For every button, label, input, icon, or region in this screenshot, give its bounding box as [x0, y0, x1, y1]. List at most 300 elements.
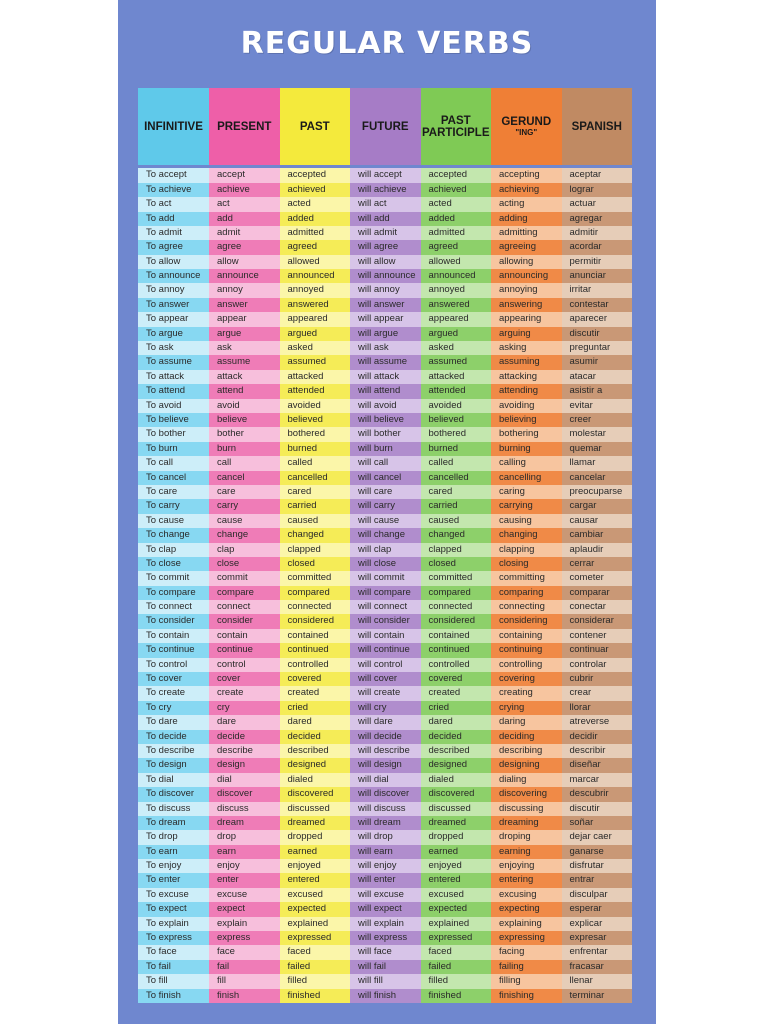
table-cell: accepted: [280, 168, 351, 182]
table-cell: To design: [138, 758, 209, 772]
table-cell: compare: [209, 586, 280, 600]
table-cell: dared: [421, 715, 492, 729]
table-cell: assumed: [280, 355, 351, 369]
table-cell: dial: [209, 773, 280, 787]
table-cell: actuar: [562, 197, 633, 211]
table-cell: To earn: [138, 845, 209, 859]
table-cell: excusing: [491, 888, 562, 902]
table-cell: explained: [421, 917, 492, 931]
table-cell: discutir: [562, 327, 633, 341]
table-cell: earned: [280, 845, 351, 859]
table-cell: To add: [138, 212, 209, 226]
table-cell: To consider: [138, 614, 209, 628]
table-cell: excuse: [209, 888, 280, 902]
table-cell: clapped: [421, 543, 492, 557]
table-cell: will appear: [350, 312, 421, 326]
table-cell: cared: [421, 485, 492, 499]
column-header-spanish: [562, 88, 633, 165]
table-cell: calling: [491, 456, 562, 470]
table-cell: will fail: [350, 960, 421, 974]
table-cell: dreamed: [280, 816, 351, 830]
table-cell: faced: [421, 945, 492, 959]
table-cell: attending: [491, 384, 562, 398]
table-cell: discutir: [562, 802, 633, 816]
table-cell: announce: [209, 269, 280, 283]
table-cell: To argue: [138, 327, 209, 341]
table-cell: achieved: [421, 183, 492, 197]
table-cell: To enter: [138, 873, 209, 887]
table-cell: cancelled: [280, 471, 351, 485]
column-future: [350, 88, 421, 1003]
table-cell: controlled: [280, 658, 351, 672]
table-cell: achieve: [209, 183, 280, 197]
table-cell: causar: [562, 514, 633, 528]
table-cell: creating: [491, 686, 562, 700]
table-cell: To carry: [138, 499, 209, 513]
table-cell: annoyed: [421, 283, 492, 297]
table-cell: expresar: [562, 931, 633, 945]
table-cell: achieved: [280, 183, 351, 197]
table-cell: descubrir: [562, 787, 633, 801]
table-cell: discussed: [421, 802, 492, 816]
table-cell: will burn: [350, 442, 421, 456]
table-cell: announced: [421, 269, 492, 283]
table-cell: fracasar: [562, 960, 633, 974]
table-cell: acordar: [562, 240, 633, 254]
table-cell: continue: [209, 643, 280, 657]
table-cell: lograr: [562, 183, 633, 197]
table-cell: continuar: [562, 643, 633, 657]
table-cell: covering: [491, 672, 562, 686]
table-cell: diseñar: [562, 758, 633, 772]
table-cell: causing: [491, 514, 562, 528]
table-cell: will describe: [350, 744, 421, 758]
table-cell: will finish: [350, 989, 421, 1003]
table-cell: connecting: [491, 600, 562, 614]
table-cell: aceptar: [562, 168, 633, 182]
table-cell: asking: [491, 341, 562, 355]
table-cell: To answer: [138, 298, 209, 312]
table-cell: will discover: [350, 787, 421, 801]
table-cell: llorar: [562, 701, 633, 715]
table-cell: attacked: [280, 370, 351, 384]
table-cell: decidir: [562, 730, 633, 744]
table-cell: agree: [209, 240, 280, 254]
table-cell: bothered: [421, 427, 492, 441]
table-cell: accept: [209, 168, 280, 182]
table-cell: agreed: [421, 240, 492, 254]
table-cell: dialed: [421, 773, 492, 787]
table-cell: will compare: [350, 586, 421, 600]
table-cell: disfrutar: [562, 859, 633, 873]
table-cell: created: [421, 686, 492, 700]
table-cell: To allow: [138, 255, 209, 269]
table-cell: discussed: [280, 802, 351, 816]
table-cell: admit: [209, 226, 280, 240]
table-cell: entered: [280, 873, 351, 887]
table-cell: To assume: [138, 355, 209, 369]
table-cell: cambiar: [562, 528, 633, 542]
table-cell: created: [280, 686, 351, 700]
table-cell: To drop: [138, 830, 209, 844]
table-cell: will fill: [350, 974, 421, 988]
column-header-gerund: [491, 88, 562, 165]
table-cell: will excuse: [350, 888, 421, 902]
table-cell: explain: [209, 917, 280, 931]
table-cell: deciding: [491, 730, 562, 744]
table-cell: will call: [350, 456, 421, 470]
table-cell: soñar: [562, 816, 633, 830]
table-cell: argued: [421, 327, 492, 341]
table-cell: carrying: [491, 499, 562, 513]
table-cell: To cancel: [138, 471, 209, 485]
table-cell: appeared: [280, 312, 351, 326]
table-cell: connected: [421, 600, 492, 614]
table-cell: failed: [280, 960, 351, 974]
table-cell: decide: [209, 730, 280, 744]
table-cell: cover: [209, 672, 280, 686]
table-cell: will admit: [350, 226, 421, 240]
table-cell: disculpar: [562, 888, 633, 902]
column-cells: [280, 165, 351, 1003]
table-cell: evitar: [562, 399, 633, 413]
table-cell: will cancel: [350, 471, 421, 485]
table-cell: cancelar: [562, 471, 633, 485]
table-cell: drop: [209, 830, 280, 844]
table-cell: will carry: [350, 499, 421, 513]
table-cell: answer: [209, 298, 280, 312]
table-cell: daring: [491, 715, 562, 729]
table-cell: excused: [280, 888, 351, 902]
table-cell: finished: [280, 989, 351, 1003]
table-cell: committed: [280, 571, 351, 585]
table-cell: To admit: [138, 226, 209, 240]
table-cell: allowed: [421, 255, 492, 269]
table-cell: acting: [491, 197, 562, 211]
table-cell: To discover: [138, 787, 209, 801]
table-cell: accepting: [491, 168, 562, 182]
table-cell: bothered: [280, 427, 351, 441]
table-cell: burned: [280, 442, 351, 456]
table-cell: dialed: [280, 773, 351, 787]
table-cell: will dare: [350, 715, 421, 729]
table-cell: dare: [209, 715, 280, 729]
column-header-label: PRESENT: [217, 120, 272, 133]
table-cell: To excuse: [138, 888, 209, 902]
table-cell: To control: [138, 658, 209, 672]
table-cell: To clap: [138, 543, 209, 557]
table-cell: change: [209, 528, 280, 542]
table-cell: attended: [421, 384, 492, 398]
column-header-sublabel: "ING": [515, 128, 538, 138]
table-cell: will attack: [350, 370, 421, 384]
table-cell: closed: [280, 557, 351, 571]
table-cell: will earn: [350, 845, 421, 859]
table-cell: discovering: [491, 787, 562, 801]
table-cell: contained: [280, 629, 351, 643]
column-header-infinitive: [138, 88, 209, 165]
table-cell: discovered: [421, 787, 492, 801]
column-cells: [562, 165, 633, 1003]
table-cell: changed: [280, 528, 351, 542]
table-cell: expected: [280, 902, 351, 916]
column-header-label: GERUND "ING": [501, 116, 552, 138]
table-cell: crying: [491, 701, 562, 715]
table-cell: bother: [209, 427, 280, 441]
table-cell: agregar: [562, 212, 633, 226]
table-cell: molestar: [562, 427, 633, 441]
table-cell: earning: [491, 845, 562, 859]
column-header-label: INFINITIVE: [144, 120, 203, 133]
table-cell: cried: [280, 701, 351, 715]
column-header-label: SPANISH: [571, 120, 622, 133]
table-cell: will enjoy: [350, 859, 421, 873]
column-header-past: [280, 88, 351, 165]
table-cell: To bother: [138, 427, 209, 441]
table-cell: will achieve: [350, 183, 421, 197]
table-cell: attend: [209, 384, 280, 398]
table-cell: To attend: [138, 384, 209, 398]
table-cell: To dare: [138, 715, 209, 729]
table-cell: allowed: [280, 255, 351, 269]
table-cell: appearing: [491, 312, 562, 326]
table-cell: decided: [421, 730, 492, 744]
table-cell: burning: [491, 442, 562, 456]
table-cell: answered: [280, 298, 351, 312]
table-cell: will close: [350, 557, 421, 571]
table-cell: contain: [209, 629, 280, 643]
table-cell: To announce: [138, 269, 209, 283]
table-cell: admitted: [421, 226, 492, 240]
table-cell: argued: [280, 327, 351, 341]
table-cell: To annoy: [138, 283, 209, 297]
table-cell: added: [280, 212, 351, 226]
table-cell: To agree: [138, 240, 209, 254]
table-cell: compared: [421, 586, 492, 600]
table-cell: care: [209, 485, 280, 499]
table-cell: closed: [421, 557, 492, 571]
table-cell: To cover: [138, 672, 209, 686]
table-cell: attacking: [491, 370, 562, 384]
table-cell: filled: [280, 974, 351, 988]
table-cell: expect: [209, 902, 280, 916]
table-cell: anunciar: [562, 269, 633, 283]
table-cell: will create: [350, 686, 421, 700]
table-cell: answered: [421, 298, 492, 312]
table-cell: fill: [209, 974, 280, 988]
table-cell: will continue: [350, 643, 421, 657]
table-cell: committed: [421, 571, 492, 585]
table-cell: described: [280, 744, 351, 758]
column-infinitive: [138, 88, 209, 1003]
table-cell: attack: [209, 370, 280, 384]
table-cell: expressing: [491, 931, 562, 945]
table-cell: asumir: [562, 355, 633, 369]
table-cell: comparar: [562, 586, 633, 600]
table-cell: permitir: [562, 255, 633, 269]
table-cell: aplaudir: [562, 543, 633, 557]
table-cell: expressed: [421, 931, 492, 945]
table-cell: enjoyed: [280, 859, 351, 873]
table-cell: To compare: [138, 586, 209, 600]
table-cell: believe: [209, 413, 280, 427]
table-cell: explaining: [491, 917, 562, 931]
table-cell: burn: [209, 442, 280, 456]
table-cell: To create: [138, 686, 209, 700]
table-cell: enjoyed: [421, 859, 492, 873]
table-cell: To fill: [138, 974, 209, 988]
table-cell: assumed: [421, 355, 492, 369]
table-cell: contener: [562, 629, 633, 643]
table-cell: will add: [350, 212, 421, 226]
table-cell: connected: [280, 600, 351, 614]
table-cell: will agree: [350, 240, 421, 254]
table-cell: annoy: [209, 283, 280, 297]
table-cell: To attack: [138, 370, 209, 384]
column-header-past-participle: [421, 88, 492, 165]
table-cell: explicar: [562, 917, 633, 931]
table-cell: filling: [491, 974, 562, 988]
table-cell: failing: [491, 960, 562, 974]
table-cell: To commit: [138, 571, 209, 585]
table-cell: droping: [491, 830, 562, 844]
table-cell: cared: [280, 485, 351, 499]
table-cell: will allow: [350, 255, 421, 269]
table-cell: commit: [209, 571, 280, 585]
table-cell: will assume: [350, 355, 421, 369]
table-cell: To avoid: [138, 399, 209, 413]
table-cell: will cry: [350, 701, 421, 715]
table-cell: faced: [280, 945, 351, 959]
table-cell: marcar: [562, 773, 633, 787]
table-cell: ganarse: [562, 845, 633, 859]
table-cell: will change: [350, 528, 421, 542]
table-cell: call: [209, 456, 280, 470]
table-cell: To decide: [138, 730, 209, 744]
table-cell: designed: [280, 758, 351, 772]
column-present: [209, 88, 280, 1003]
table-cell: describe: [209, 744, 280, 758]
table-cell: To enjoy: [138, 859, 209, 873]
table-cell: cerrar: [562, 557, 633, 571]
table-cell: preguntar: [562, 341, 633, 355]
table-cell: appear: [209, 312, 280, 326]
table-cell: To call: [138, 456, 209, 470]
table-cell: enjoying: [491, 859, 562, 873]
table-cell: will explain: [350, 917, 421, 931]
table-cell: To connect: [138, 600, 209, 614]
table-cell: To appear: [138, 312, 209, 326]
table-cell: arguing: [491, 327, 562, 341]
column-cells: [350, 165, 421, 1003]
table-cell: will care: [350, 485, 421, 499]
table-cell: irritar: [562, 283, 633, 297]
table-cell: considered: [421, 614, 492, 628]
table-cell: expressed: [280, 931, 351, 945]
table-cell: added: [421, 212, 492, 226]
table-cell: dejar caer: [562, 830, 633, 844]
table-cell: dream: [209, 816, 280, 830]
table-cell: avoiding: [491, 399, 562, 413]
table-cell: believed: [280, 413, 351, 427]
table-cell: dropped: [280, 830, 351, 844]
table-cell: committing: [491, 571, 562, 585]
table-cell: continued: [280, 643, 351, 657]
table-cell: cried: [421, 701, 492, 715]
table-cell: believed: [421, 413, 492, 427]
table-cell: design: [209, 758, 280, 772]
table-cell: will bother: [350, 427, 421, 441]
table-cell: attacked: [421, 370, 492, 384]
table-cell: admitting: [491, 226, 562, 240]
table-cell: will accept: [350, 168, 421, 182]
table-cell: acted: [280, 197, 351, 211]
table-cell: carried: [421, 499, 492, 513]
table-cell: will argue: [350, 327, 421, 341]
table-cell: controlar: [562, 658, 633, 672]
table-cell: allow: [209, 255, 280, 269]
column-cells: [138, 165, 209, 1003]
table-cell: avoid: [209, 399, 280, 413]
table-cell: To ask: [138, 341, 209, 355]
table-cell: act: [209, 197, 280, 211]
table-cell: To care: [138, 485, 209, 499]
table-cell: considered: [280, 614, 351, 628]
table-cell: To burn: [138, 442, 209, 456]
table-cell: expected: [421, 902, 492, 916]
table-cell: assume: [209, 355, 280, 369]
table-cell: believing: [491, 413, 562, 427]
table-cell: dreamed: [421, 816, 492, 830]
table-cell: discussing: [491, 802, 562, 816]
table-cell: continued: [421, 643, 492, 657]
table-cell: attended: [280, 384, 351, 398]
table-cell: decided: [280, 730, 351, 744]
table-cell: covered: [421, 672, 492, 686]
table-cell: creer: [562, 413, 633, 427]
table-cell: create: [209, 686, 280, 700]
table-cell: earned: [421, 845, 492, 859]
table-cell: cancelled: [421, 471, 492, 485]
table-cell: cargar: [562, 499, 633, 513]
table-cell: To discuss: [138, 802, 209, 816]
table-cell: will expect: [350, 902, 421, 916]
table-cell: accepted: [421, 168, 492, 182]
table-cell: changing: [491, 528, 562, 542]
table-cell: will cause: [350, 514, 421, 528]
table-cell: called: [280, 456, 351, 470]
table-cell: To explain: [138, 917, 209, 931]
table-cell: facing: [491, 945, 562, 959]
table-cell: To face: [138, 945, 209, 959]
column-header-label: PAST: [299, 120, 330, 133]
table-cell: control: [209, 658, 280, 672]
table-cell: will design: [350, 758, 421, 772]
table-cell: admitir: [562, 226, 633, 240]
table-cell: caring: [491, 485, 562, 499]
table-cell: will avoid: [350, 399, 421, 413]
table-cell: designing: [491, 758, 562, 772]
table-cell: To continue: [138, 643, 209, 657]
table-cell: covered: [280, 672, 351, 686]
column-spanish: [562, 88, 633, 1003]
table-cell: preocuparse: [562, 485, 633, 499]
table-cell: agreeing: [491, 240, 562, 254]
table-cell: considerar: [562, 614, 633, 628]
table-cell: asked: [421, 341, 492, 355]
table-cell: earn: [209, 845, 280, 859]
table-cell: cubrir: [562, 672, 633, 686]
